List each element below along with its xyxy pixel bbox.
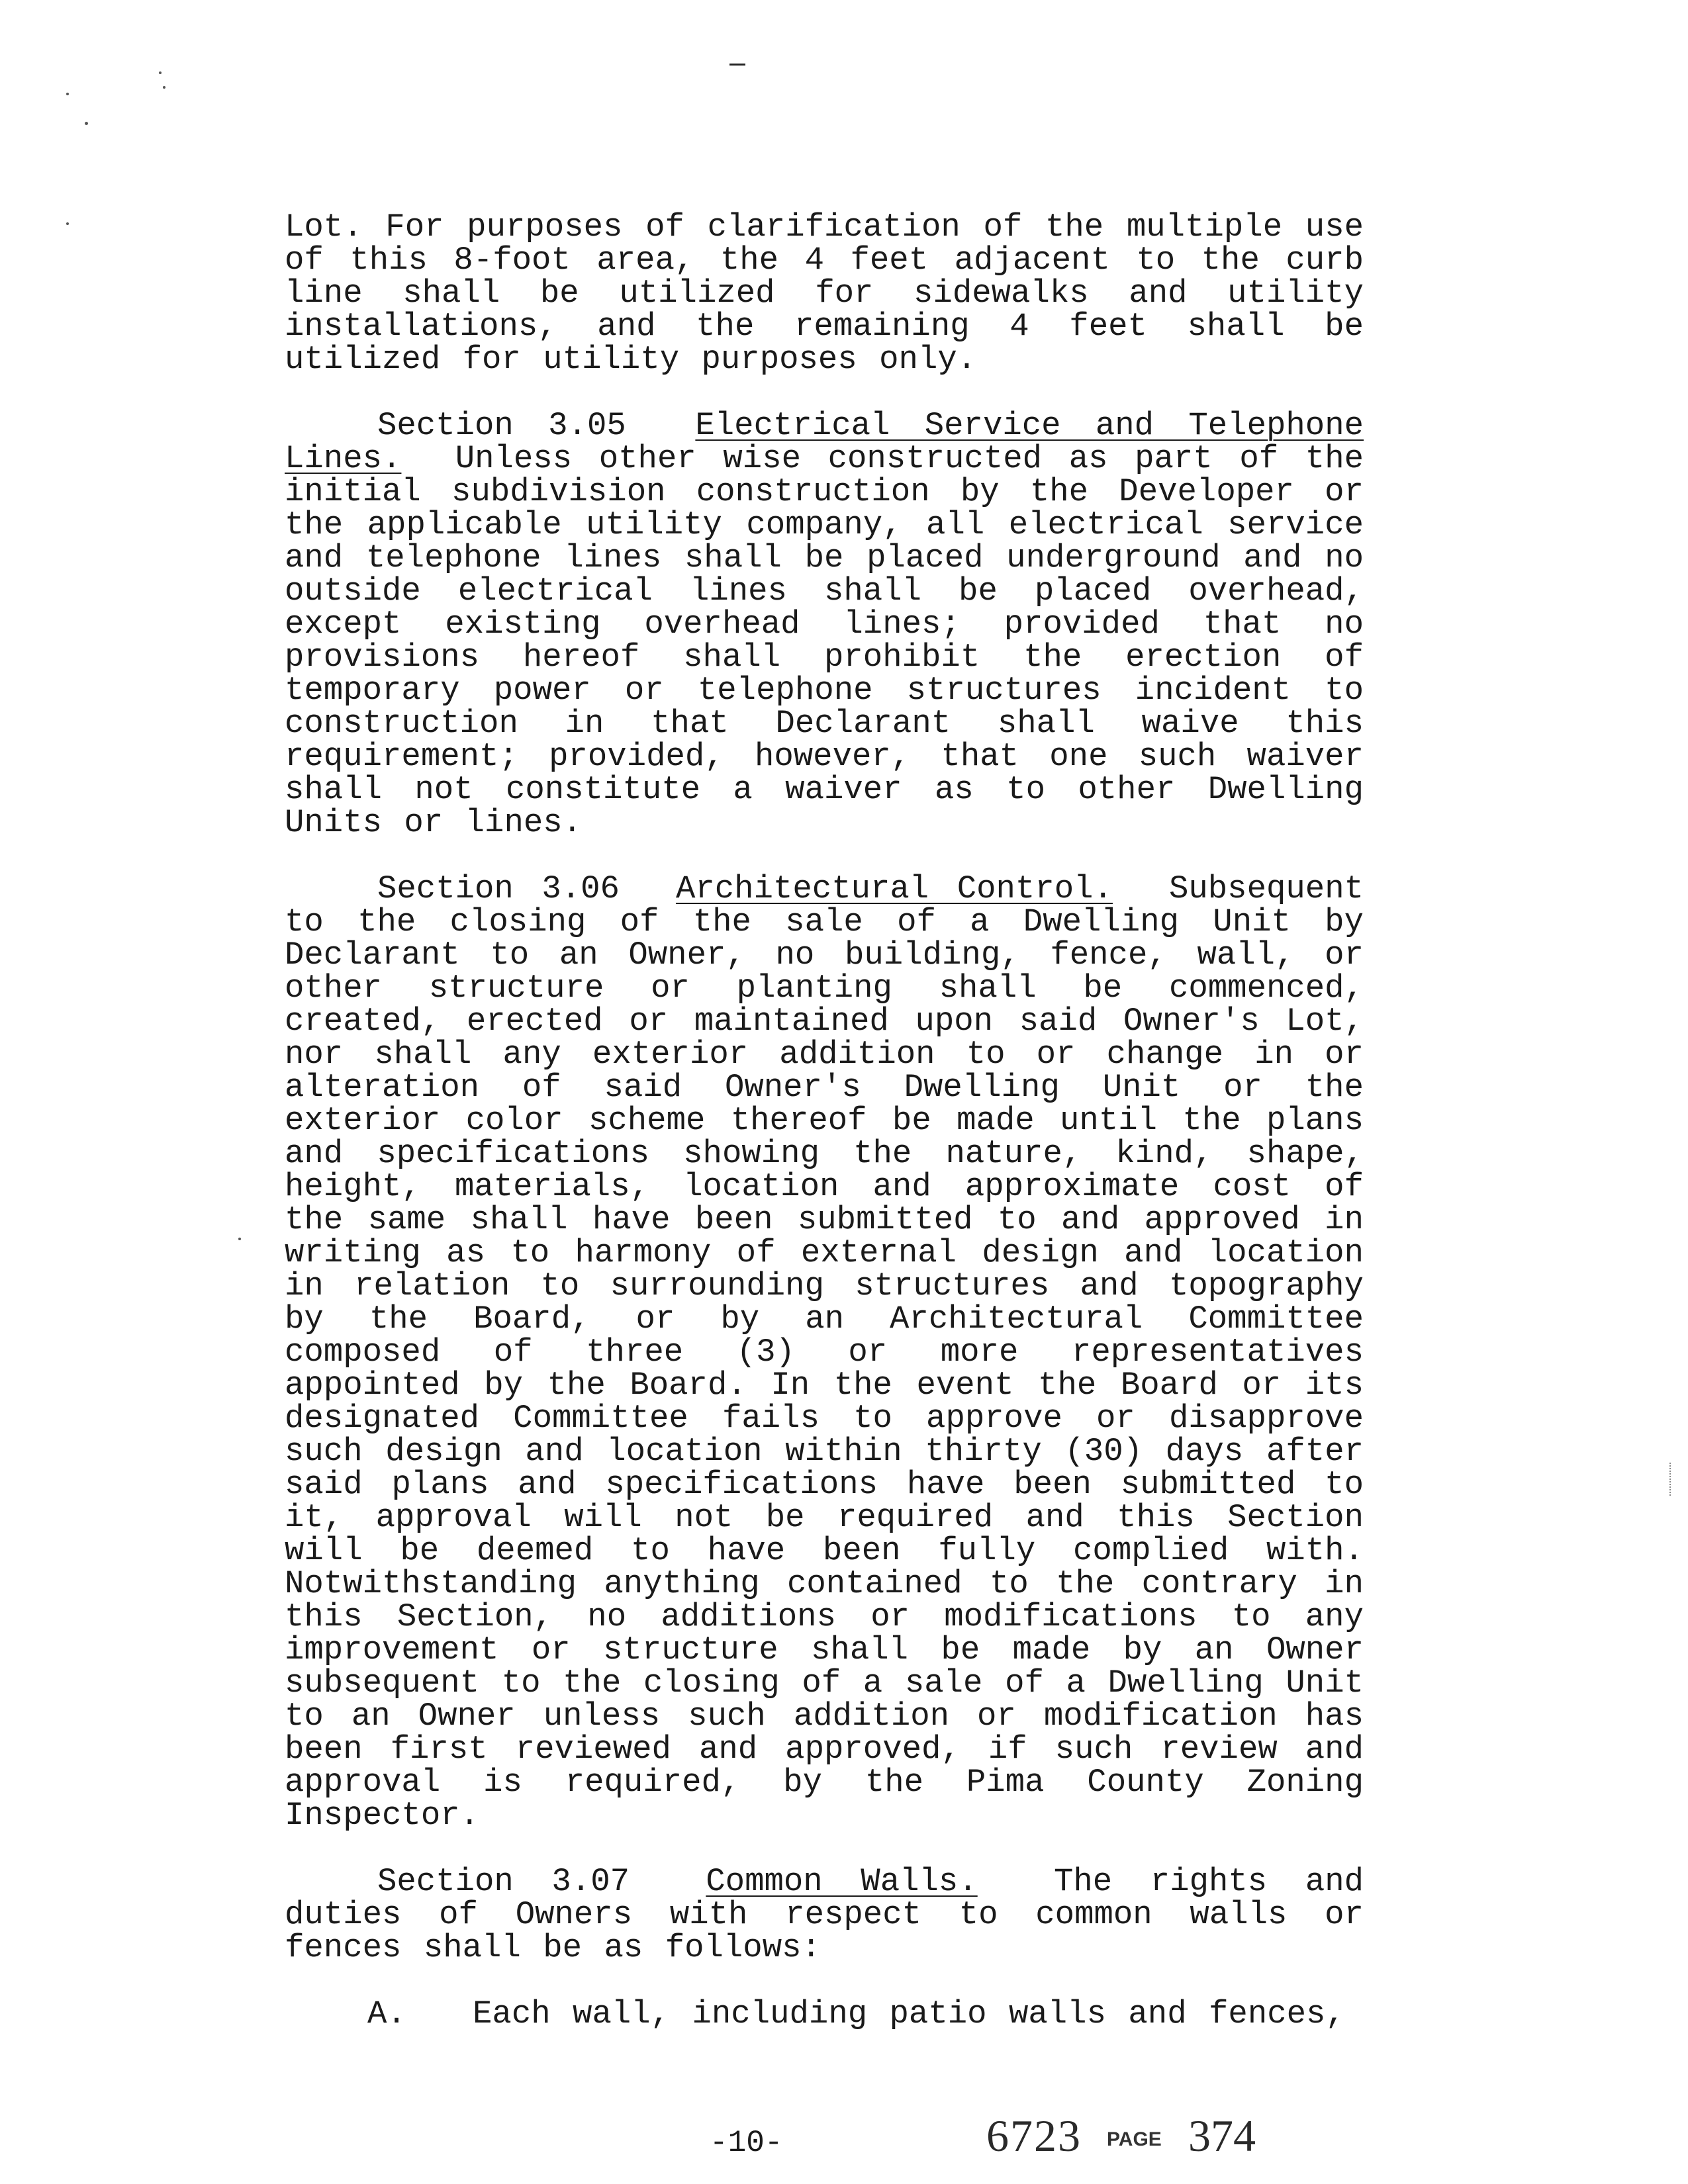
scan-speck (238, 1238, 241, 1240)
scan-speck (163, 86, 165, 89)
section-heading-electrical: Electrical Service and Telephone Lines. (285, 407, 1364, 477)
book-number-stamp: 6723 (986, 2111, 1082, 2161)
paragraph-section-3-05 (285, 409, 1364, 839)
scan-mark (729, 64, 745, 66)
document-body (285, 210, 1364, 2030)
paragraph-section-3-06 (285, 872, 1364, 1832)
section-text: Unless other wise constructed as part of the initial subdivision construction by the Developer or the applicable utility company, all electrical service and telephone lines shall be placed underground and no outside electrical lines shall be placed overhead, except existing overhead lines; provided that no provisions hereof shall prohibit the erection of temporary power or telephone structures incident to construction in that Declarant shall waive this requirement; provided, however, that one such waiver shall not constitute a waiver as to other Dwelling Units or lines. (285, 440, 1364, 841)
scan-speck (66, 93, 69, 95)
paragraph-section-3-07 (285, 1865, 1364, 1964)
section-number: Section 3.05 (377, 407, 626, 444)
section-heading-common-walls: Common Walls. (706, 1863, 978, 1900)
section-number: Section 3.06 (377, 870, 620, 907)
section-text: Subsequent to the closing of the sale of a Dwelling Unit by Declarant to an Owner, no building, fence, wall, or other structure or planting shall be commenced, created, erected or maintained upon said Owner's Lot, nor shall any exterior addition to or change in or alteration of said Owner's Dwelling Unit or the exterior color scheme thereof be made until the plans and specifications showing the nature, kind, shape, height, materials, location and approximate cost of the same shall have been submitted to and approved in writing as to harmony of external design and location in relation to surrounding structures and topography by the Board, or by an Architectural Committee composed of three (3) or more representatives appointed by the Board. In the event the Board or its designated Committee fails to approve or disapprove such design and location within thirty (30) days after said plans and specifications have been submitted to it, approval will not be required and this Section will be deemed to have been fully complied with. Notwithstanding anything contained to the contrary in this Section, no additions or modifications to any improvement or structure shall be made by an Owner subsequent to the closing of a sale of a Dwelling Unit to an Owner unless such addition or modification has been first reviewed and approved, if such review and approval is required, by the Pima County Zoning Inspector. (285, 870, 1364, 1834)
paragraph-item-a (285, 1997, 1364, 2030)
section-number: Section 3.07 (377, 1863, 630, 1900)
scan-speck (66, 222, 69, 225)
scan-speck (159, 71, 162, 74)
paragraph-lot-clarification: Lot. For purposes of clarification of the multiple use of this 8-foot area, the 4 feet adjacent to the curb line shall be utilized for sidewalks and utility installations, and the remaining 4 feet shall be utilized for utility purposes only. (285, 208, 1364, 378)
page-label-stamp: PAGE (1107, 2128, 1162, 2150)
recording-page-stamp: 374 (1188, 2111, 1256, 2161)
section-heading-architectural: Architectural Control. (675, 870, 1113, 907)
list-item-text: Each wall, including patio walls and fences, (473, 1995, 1345, 2032)
scan-edge-mark (1669, 1463, 1675, 1496)
scan-speck (85, 122, 88, 125)
section-text: The rights and duties of Owners with respect to common walls or fences shall be as follows: (285, 1863, 1364, 1966)
list-marker: A. (367, 1995, 406, 2032)
page-number: -10- (710, 2126, 783, 2160)
